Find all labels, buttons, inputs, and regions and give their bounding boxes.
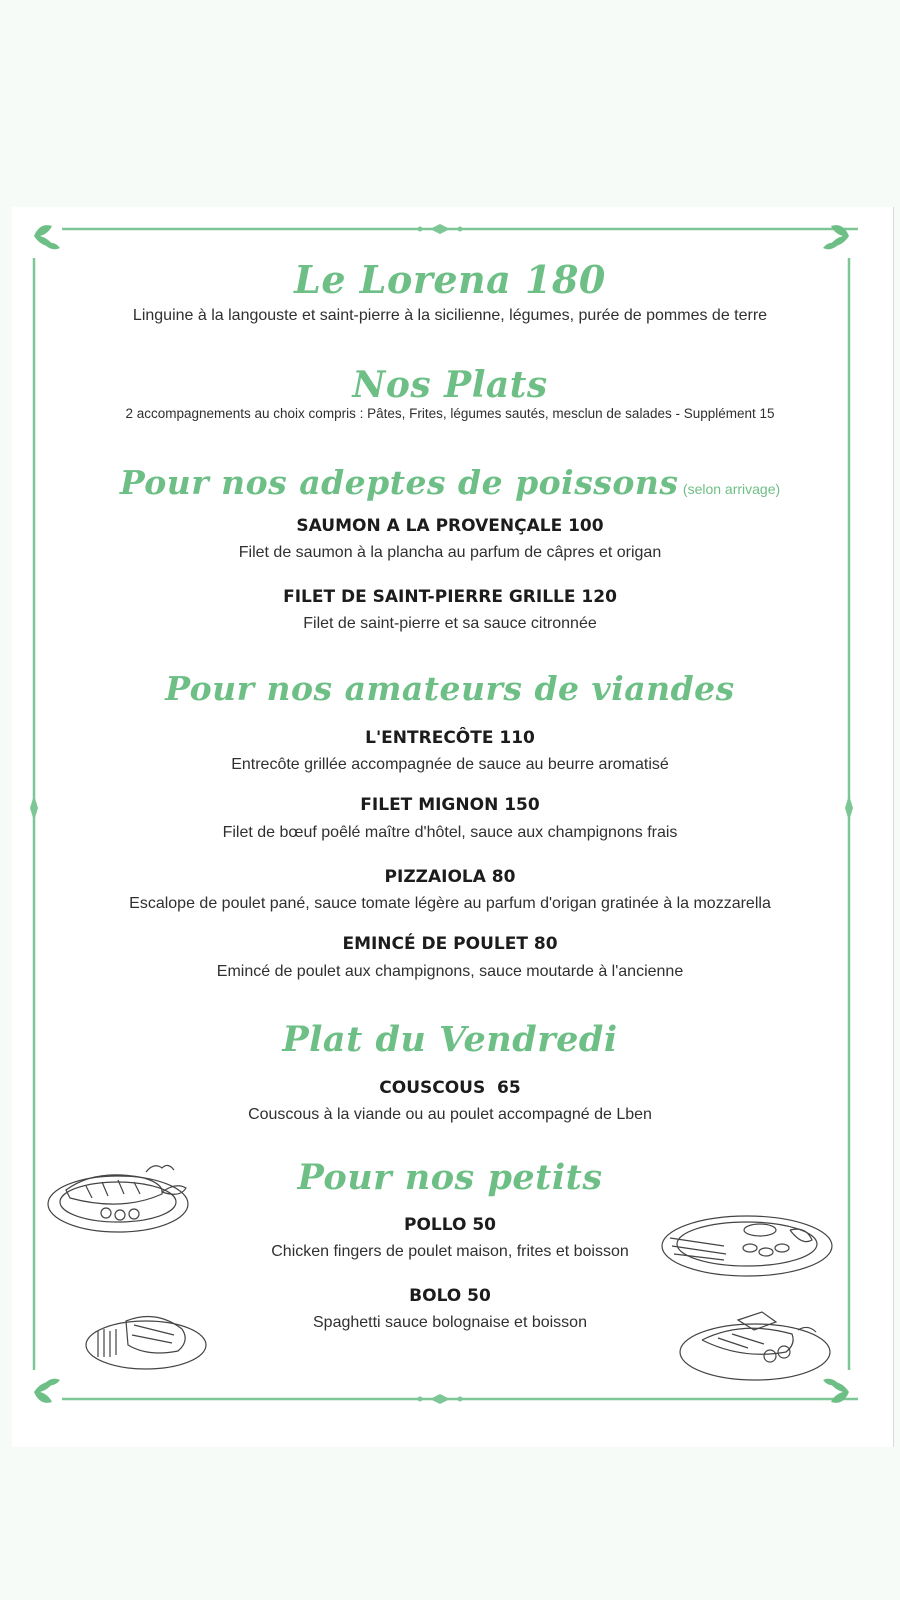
- plats-title: Nos Plats: [352, 364, 548, 406]
- dish-description: Emincé de poulet aux champignons, sauce moutarde à l'ancienne: [216, 963, 684, 980]
- section-petits-title: Pour nos petits: [297, 1157, 603, 1198]
- dish-description: Filet de saint-pierre et sa sauce citronnée: [303, 615, 597, 632]
- dish-description: Chicken fingers de poulet maison, frites et boisson: [271, 1243, 629, 1260]
- salmon-plate-icon: [678, 1310, 832, 1382]
- dish-name: EMINCÉ DE POULET 80: [342, 934, 558, 954]
- fries-plate-icon: [84, 1307, 208, 1375]
- dish-name: FILET MIGNON 150: [360, 795, 540, 815]
- dish-name: BOLO 50: [409, 1286, 491, 1306]
- section-title: Pour nos adeptes de poissons: [119, 463, 679, 502]
- fish-plate-icon: [46, 1158, 196, 1238]
- dish-description: Spaghetti sauce bolognaise et boisson: [313, 1314, 587, 1331]
- dish-description: Filet de bœuf poêlé maître d'hôtel, sauce aux champignons frais: [222, 824, 678, 841]
- dish-description: Escalope de poulet pané, sauce tomate légère au parfum d'origan gratinée à la mozzarella: [129, 895, 771, 912]
- dish-description: Entrecôte grillée accompagnée de sauce au beurre aromatisé: [231, 756, 669, 773]
- dish-description: Couscous à la viande ou au poulet accompagné de Lben: [248, 1106, 652, 1123]
- dish-name: FILET DE SAINT-PIERRE GRILLE 120: [283, 587, 617, 607]
- special-title: Le Lorena 180: [294, 257, 606, 302]
- dish-name: POLLO 50: [404, 1215, 496, 1235]
- section-subtitle: (selon arrivage): [682, 481, 781, 497]
- plats-note: 2 accompagnements au choix compris : Pâtes, Frites, légumes sautés, mesclun de salades - Supplément 15: [125, 406, 775, 421]
- section-viandes-title: Pour nos amateurs de viandes: [165, 669, 735, 708]
- dish-name: SAUMON A LA PROVENÇALE 100: [296, 516, 604, 536]
- dish-name: L'ENTRECÔTE 110: [365, 728, 535, 748]
- section-poissons-heading: [12, 463, 888, 502]
- sushi-plate-icon: [660, 1208, 834, 1278]
- section-vendredi-title: Plat du Vendredi: [282, 1019, 618, 1060]
- dish-description: Filet de saumon à la plancha au parfum de câpres et origan: [238, 544, 662, 561]
- dish-name: PIZZAIOLA 80: [384, 867, 516, 887]
- dish-name: COUSCOUS 65: [379, 1078, 521, 1098]
- special-description: Linguine à la langouste et saint-pierre à la sicilienne, légumes, purée de pommes de terre: [132, 307, 768, 324]
